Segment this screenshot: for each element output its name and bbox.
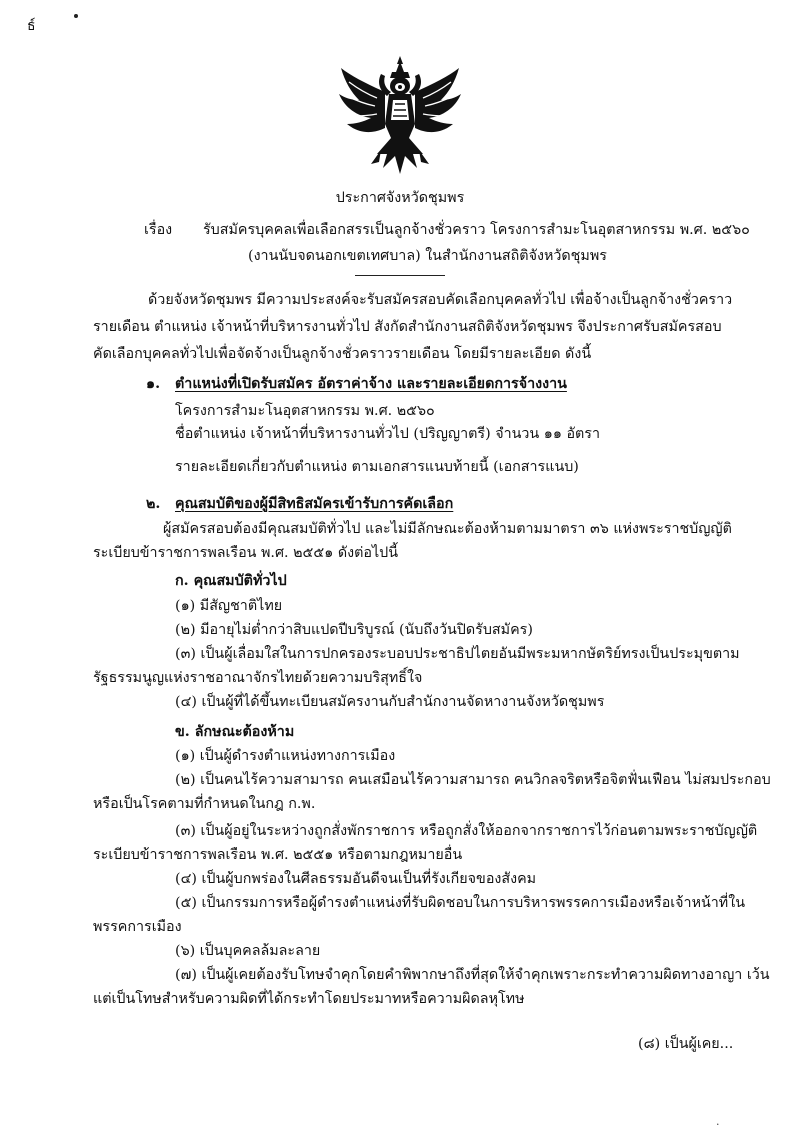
header-dot: [74, 14, 78, 18]
section-1-project: โครงการสำมะโนอุตสาหกรรม พ.ศ. ๒๕๖๐: [175, 403, 435, 419]
section-2-heading: คุณสมบัติของผู้มีสิทธิสมัครเข้ารับการคัดเลือก: [175, 496, 454, 512]
continuation-note: (๘) เป็นผู้เคย...: [638, 1036, 734, 1052]
prohibited-item: (๒) เป็นคนไร้ความสามารถ คนเสมือนไร้ความสามารถ คนวิกลจริตหรือจิตฟั่นเฟือน ไม่สมประกอบ: [175, 772, 771, 788]
section-1-number: ๑.: [146, 376, 161, 392]
subject-line-2: (งานนับจดนอกเขตเทศบาล) ในสำนักงานสถิติจังหวัดชุมพร: [248, 248, 607, 264]
prohibited-item-continued: ระเบียบข้าราชการพลเรือน พ.ศ. ๒๕๕๑ หรือตามกฎหมายอื่น: [93, 847, 463, 863]
general-qualifications-heading: ก. คุณสมบัติทั่วไป: [175, 573, 287, 589]
document-title: ประกาศจังหวัดชุมพร: [335, 190, 465, 206]
general-item: (๑) มีสัญชาติไทย: [175, 598, 283, 614]
header-divider: [355, 275, 445, 276]
prohibited-item: (๕) เป็นกรรมการหรือผู้ดำรงตำแหน่งที่รับผิดชอบในการบริหารพรรคการเมืองหรือเจ้าหน้าที่ใน: [175, 895, 745, 911]
garuda-emblem-icon: [337, 54, 463, 178]
general-item: (๓) เป็นผู้เลื่อมใสในการปกครองระบอบประชาธิปไตยอันมีพระมหากษัตริย์ทรงเป็นประมุขตาม: [175, 646, 740, 662]
general-item: (๔) เป็นผู้ที่ได้ขึ้นทะเบียนสมัครงานกับสำนักงานจัดหางานจังหวัดชุมพร: [175, 694, 605, 710]
prohibited-item: (๑) เป็นผู้ดำรงตำแหน่งทางการเมือง: [175, 748, 396, 764]
intro-line: ด้วยจังหวัดชุมพร มีความประสงค์จะรับสมัครสอบคัดเลือกบุคคลทั่วไป เพื่อจ้างเป็นลูกจ้างชั่วคราว: [148, 292, 733, 308]
prohibited-item-continued: หรือเป็นโรคตามที่กำหนดในกฎ ก.พ.: [93, 796, 316, 812]
general-item-continued: รัฐธรรมนูญแห่งราชอาณาจักรไทยด้วยความบริสุทธิ์ใจ: [93, 670, 423, 686]
subject-label: เรื่อง: [144, 222, 173, 238]
prohibited-item: (๖) เป็นบุคคลล้มละลาย: [175, 943, 321, 959]
prohibited-item-continued: แต่เป็นโทษสำหรับความผิดที่ได้กระทำโดยประมาทหรือความผิดลหุโทษ: [93, 991, 525, 1007]
section-1-position: ชื่อตำแหน่ง เจ้าหน้าที่บริหารงานทั่วไป (ปริญญาตรี) จำนวน ๑๑ อัตรา: [175, 426, 601, 442]
prohibited-item-continued: พรรคการเมือง: [93, 919, 182, 935]
subject-line-1: รับสมัครบุคคลเพื่อเลือกสรรเป็นลูกจ้างชั่วคราว โครงการสำมะโนอุตสาหกรรม พ.ศ. ๒๕๖๐: [203, 222, 750, 238]
intro-line: คัดเลือกบุคคลทั่วไปเพื่อจัดจ้างเป็นลูกจ้างชั่วคราวรายเดือน โดยมีรายละเอียด ดังนี้: [93, 346, 592, 362]
prohibited-item: (๗) เป็นผู้เคยต้องรับโทษจำคุกโดยคำพิพากษาถึงที่สุดให้จำคุกเพราะกระทำความผิดทางอาญา เว้น: [175, 967, 770, 983]
prohibited-heading: ข. ลักษณะต้องห้าม: [175, 724, 295, 740]
prohibited-item: (๓) เป็นผู้อยู่ในระหว่างถูกสั่งพักราชการ หรือถูกสั่งให้ออกจากราชการไว้ก่อนตามพระราชบัญญัติ: [175, 823, 758, 839]
general-item: (๒) มีอายุไม่ต่ำกว่าสิบแปดปีบริบูรณ์ (นับถึงวันปิดรับสมัคร): [175, 622, 533, 638]
intro-line: รายเดือน ตำแหน่ง เจ้าหน้าที่บริหารงานทั่วไป สังกัดสำนักงานสถิติจังหวัดชุมพร จึงประกาศรับสมัครสอบ: [93, 319, 722, 335]
page-corner-mark: .: [716, 1115, 720, 1128]
header-mark: ธ์: [27, 18, 37, 34]
section-2-number: ๒.: [146, 496, 161, 512]
section-2-intro: ระเบียบข้าราชการพลเรือน พ.ศ. ๒๕๕๑ ดังต่อไปนี้: [93, 545, 398, 561]
section-1-details: รายละเอียดเกี่ยวกับตำแหน่ง ตามเอกสารแนบท้ายนี้ (เอกสารแนบ): [175, 459, 579, 475]
prohibited-item: (๔) เป็นผู้บกพร่องในศีลธรรมอันดีจนเป็นที่รังเกียจของสังคม: [175, 871, 537, 887]
section-1-heading: ตำแหน่งที่เปิดรับสมัคร อัตราค่าจ้าง และรายละเอียดการจ้างงาน: [175, 376, 567, 392]
section-2-intro: ผู้สมัครสอบต้องมีคุณสมบัติทั่วไป และไม่มีลักษณะต้องห้ามตามมาตรา ๓๖ แห่งพระราชบัญญัติ: [163, 521, 732, 537]
